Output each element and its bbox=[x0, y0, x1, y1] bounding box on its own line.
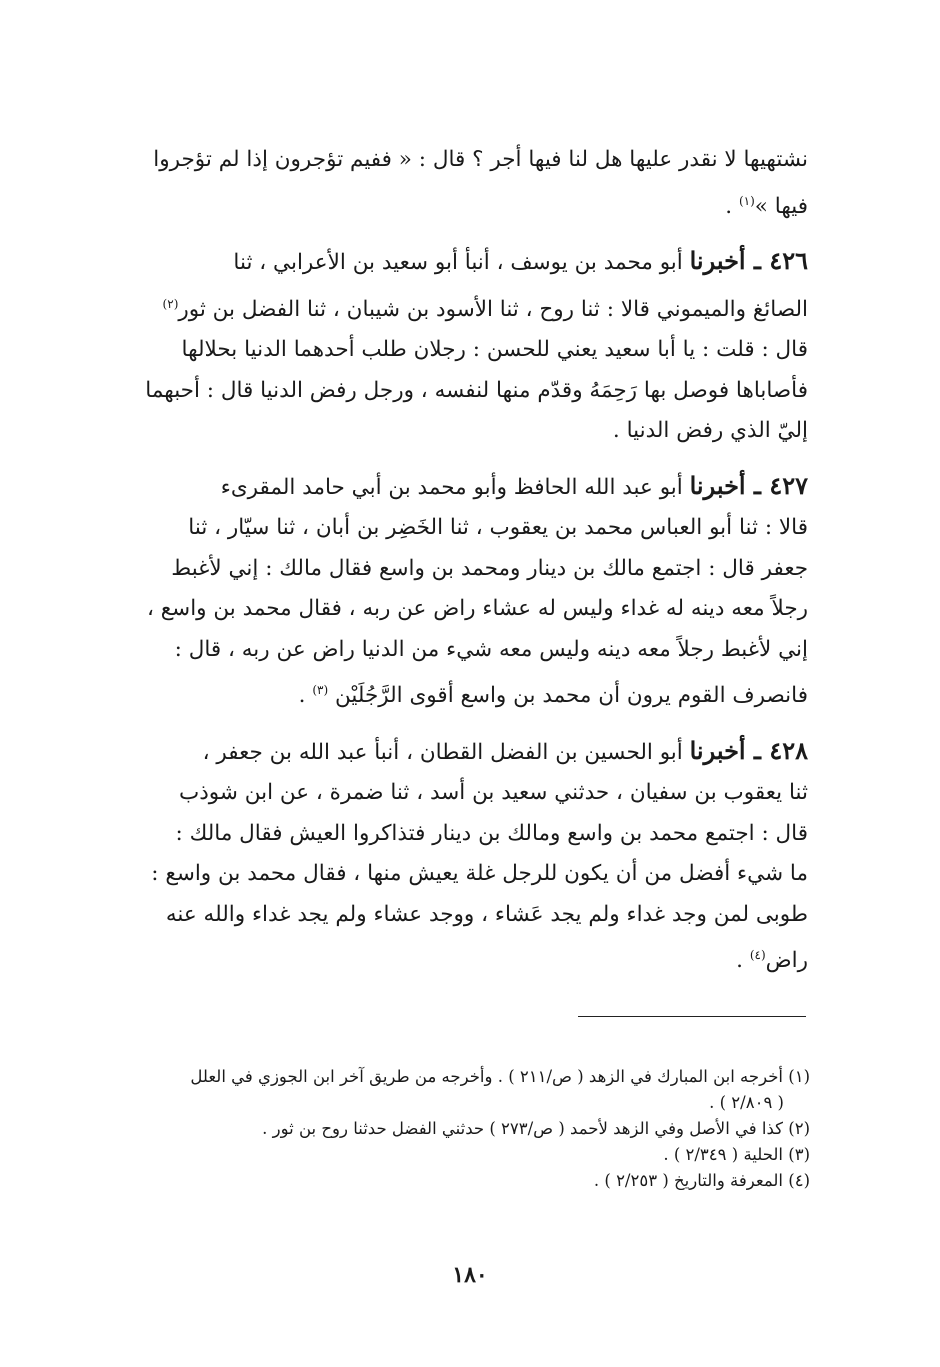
text-line bbox=[118, 935, 808, 982]
text-line: قال : قلت : يا أبا سعيد يعني للحسن : رجلان طلب أحدهما الدنيا بحلالها bbox=[181, 337, 808, 362]
text-fragment: أبو محمد بن يوسف ، أنبأ أبو سعيد بن الأعرابي ، ثنا bbox=[233, 250, 690, 275]
hadith-keyword: أخبرنا bbox=[689, 735, 746, 765]
text-fragment: أبو الحسين بن الفضل القطان ، أنبأ عبد الله بن جعفر ، bbox=[202, 739, 690, 765]
text-line: فأصاباها فوصل بها رَحِمَهُ وقدّم منها لنفسه ، ورجل رفض الدنيا قال : أحبهما bbox=[145, 377, 808, 403]
footnote-divider bbox=[578, 1016, 806, 1017]
footnote-1: (١) أخرجه ابن المبارك في الزهد ( ص/٢١١ ) . وأخرجه من طريق آخر ابن الجوزي في العلل bbox=[190, 1067, 810, 1086]
text-fragment: . bbox=[298, 683, 313, 708]
footnote-2: (٢) كذا في الأصل وفي الزهد لأحمد ( ص/٢٧٣ ) حدثني الفضل حدثنا روح بن ثور . bbox=[262, 1119, 810, 1138]
footnote-ref: (٢) bbox=[162, 296, 179, 311]
text-line: جعفر قال : اجتمع مالك بن دينار ومحمد بن واسع فقال مالك : إني لأغبط bbox=[171, 555, 808, 581]
hadith-number: ٤٢٨ ـ bbox=[745, 735, 808, 765]
paragraph-428 bbox=[118, 731, 808, 982]
text-fragment: أبو عبد الله الحافظ وأبو محمد بن أبي حامد المقرىء bbox=[220, 474, 690, 500]
hadith-keyword: أخبرنا bbox=[689, 470, 746, 500]
text-line: رجلاً معه دينه له غداء وليس له عشاء راض عن ربه ، فقال محمد بن واسع ، bbox=[146, 596, 808, 621]
footnote-4: (٤) المعرفة والتاريخ ( ٢/٢٥٣ ) . bbox=[593, 1171, 810, 1190]
page-number: ١٨٠ bbox=[452, 1262, 488, 1288]
text-line bbox=[118, 466, 808, 509]
hadith-keyword: أخبرنا bbox=[689, 246, 746, 275]
text-line bbox=[118, 284, 808, 331]
text-line: ثنا يعقوب بن سفيان ، حدثني سعيد بن أسد ، ثنا ضمرة ، عن ابن شوذب bbox=[178, 780, 808, 805]
text-line: نشتهيها لا نقدر عليها هل لنا فيها أجر ؟ قال : « ففيم تؤجرون إذا لم تؤجروا bbox=[153, 147, 808, 172]
paragraph-427 bbox=[118, 466, 808, 717]
text-line: طوبى لمن وجد غداء ولم يجد عَشاء ، ووجد عشاء ولم يجد غداء والله عنه bbox=[165, 901, 808, 927]
hadith-number: ٤٢٦ ـ bbox=[745, 246, 808, 275]
text-fragment: فيها » bbox=[754, 193, 808, 219]
text-line: إليّ الذي رفض الدنيا . bbox=[612, 418, 808, 443]
text-line: قال : اجتمع محمد بن واسع ومالك بن دينار فتذاكروا العيش فقال مالك : bbox=[175, 820, 808, 846]
text-line: قالا : ثنا أبو العباس محمد بن يعقوب ، ثنا الخَضِر بن أبان ، ثنا سيّار ، ثنا bbox=[188, 515, 808, 540]
footnote-1-continuation: ( ٢/٨٠٩ ) . bbox=[709, 1093, 784, 1112]
footnote-ref: (٤) bbox=[749, 948, 766, 962]
text-line: ما شيء أفضل من أن يكون للرجل غلة يعيش منها ، فقال محمد بن واسع : bbox=[151, 861, 808, 886]
hadith-number: ٤٢٧ ـ bbox=[745, 470, 808, 500]
text-fragment: الصائغ والميموني قالا : ثنا روح ، ثنا الأسود بن شيبان ، ثنا الفضل بن ثور bbox=[178, 296, 808, 322]
paragraph-426 bbox=[118, 241, 808, 452]
text-fragment: فانصرف القوم يرون أن محمد بن واسع أقوى الرَّجُلَيْن bbox=[335, 683, 808, 708]
footnote-3: (٣) الحلية ( ٢/٣٤٩ ) . bbox=[663, 1145, 810, 1164]
text-line bbox=[118, 731, 808, 774]
text-line bbox=[118, 181, 808, 228]
footnote-ref: (٣) bbox=[312, 683, 329, 697]
footnote-ref: (١) bbox=[738, 193, 755, 208]
paragraph-intro bbox=[118, 140, 808, 227]
text-line bbox=[118, 241, 808, 284]
text-fragment: راض bbox=[765, 948, 808, 973]
footnotes bbox=[110, 1064, 810, 1194]
text-fragment: . bbox=[736, 948, 750, 973]
text-line: إني لأغبط رجلاً معه دينه وليس معه شيء من الدنيا راض عن ربه ، قال : bbox=[174, 636, 808, 662]
main-text bbox=[118, 140, 808, 996]
text-line bbox=[118, 670, 808, 717]
text-fragment: . bbox=[725, 193, 739, 219]
